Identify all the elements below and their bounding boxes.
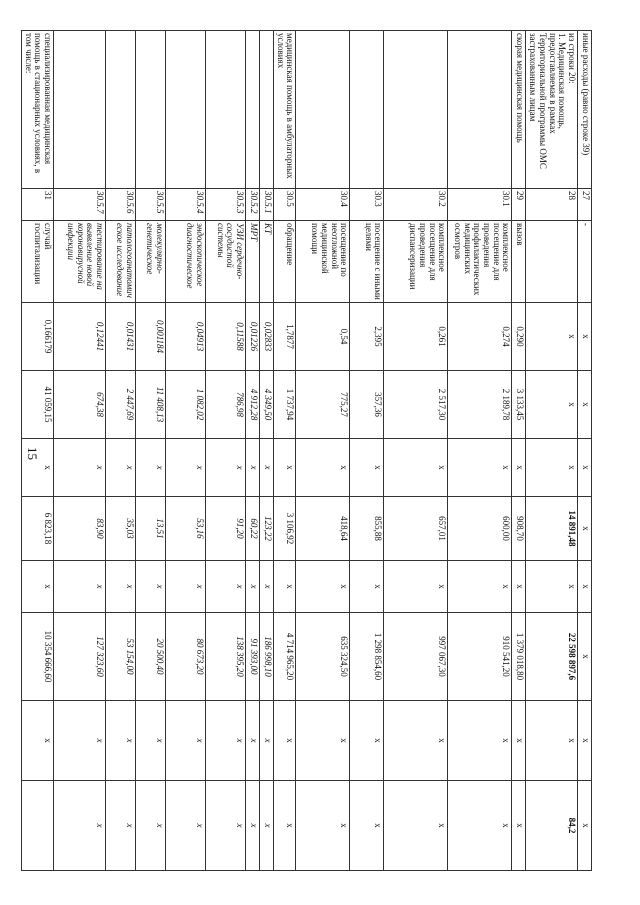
cell-c7: х [512,561,526,613]
cell-unit: молекулярно-генетическое [135,221,165,303]
cell-name: медицинская помощь в амбулаторных условиях [273,31,295,189]
cell-code: 30.5.7 [53,189,105,221]
cell-name: скорая медицинская помощь [512,31,526,189]
cell-code: 29 [512,189,526,221]
cell-unit: обращение [273,221,295,303]
cell-c10: х [259,781,273,871]
cell-cost: 11 408,13 [135,371,165,439]
cell-unit: МРТ [245,221,259,303]
cell-code: 30.2 [384,189,448,221]
cell-c6: 600,00 [448,497,512,561]
cell-c10: х [53,781,105,871]
cell-name [448,31,512,189]
cell-c5: х [105,439,135,497]
table-row [165,31,205,871]
cell-unit: эндоскопическое диагностическое [165,221,205,303]
cell-c9: х [105,701,135,781]
rotated-table-wrapper [23,30,592,870]
cell-c6: 123,22 [259,497,273,561]
cell-c5: х [296,439,350,497]
table-row [578,31,592,871]
cell-c7: х [53,561,105,613]
cell-c5: х [273,439,295,497]
cell-c6: 83,90 [53,497,105,561]
cell-c5: х [350,439,384,497]
cell-c10: х [105,781,135,871]
cell-c10: х [448,781,512,871]
table-row [448,31,512,871]
cell-volume: х [578,303,592,371]
cell-c7: х [21,561,53,613]
cell-cost: х [526,371,578,439]
cell-code: 30.3 [350,189,384,221]
cell-c8: 53 154,00 [105,613,135,701]
cell-cost: 2 517,30 [384,371,448,439]
cell-c7: х [135,561,165,613]
cell-c10: х [384,781,448,871]
cell-name: специализированная медицинская помощь в стационарных условиях, в том числе: [21,31,53,189]
cell-unit: посещение с иными целями [350,221,384,303]
cell-c6: 60,22 [245,497,259,561]
cell-c6: 53,16 [165,497,205,561]
cell-name [205,31,245,189]
financing-table [21,30,592,871]
cell-c8: 10 354 666,60 [21,613,53,701]
cell-c8: 1 379 018,80 [512,613,526,701]
cell-c9: х [512,701,526,781]
cell-unit: комплексное посещение для проведения профилактических медицинских осмотров [448,221,512,303]
cell-unit [526,221,578,303]
cell-c8: 22 598 897,6 [526,613,578,701]
cell-c8: 20 500,40 [135,613,165,701]
cell-volume: 0,01226 [245,303,259,371]
cell-c5: х [245,439,259,497]
cell-c5: х [578,439,592,497]
cell-name: иные расходы (равно строке 39) [578,31,592,189]
cell-c10: х [135,781,165,871]
cell-volume: 0,261 [384,303,448,371]
cell-cost: 357,36 [350,371,384,439]
cell-name [350,31,384,189]
cell-cost: 775,27 [296,371,350,439]
cell-c9: х [296,701,350,781]
cell-code: 30.5.3 [205,189,245,221]
cell-name [105,31,135,189]
cell-volume: 0,001184 [135,303,165,371]
cell-cost: 674,38 [53,371,105,439]
cell-cost: 4 912,28 [245,371,259,439]
cell-unit: комплексное посещение для проведения диспансеризации [384,221,448,303]
cell-c7: х [384,561,448,613]
table-row [273,31,295,871]
cell-c5: х [205,439,245,497]
cell-cost: 4 349,50 [259,371,273,439]
cell-c9: х [53,701,105,781]
cell-volume: 2,395 [350,303,384,371]
cell-code: 30.4 [296,189,350,221]
cell-c8: 635 324,50 [296,613,350,701]
cell-c5: х [526,439,578,497]
cell-cost: 1 737,94 [273,371,295,439]
cell-c8: 80 673,20 [165,613,205,701]
cell-volume: 0,01431 [105,303,135,371]
cell-c8: 138 395,20 [205,613,245,701]
cell-volume: 0,02833 [259,303,273,371]
cell-code: 31 [21,189,53,221]
cell-cost: 2 189,78 [448,371,512,439]
cell-c10: х [205,781,245,871]
cell-c9: х [135,701,165,781]
table-row [245,31,259,871]
cell-c6: 3 106,92 [273,497,295,561]
cell-volume: х [526,303,578,371]
cell-c9: х [526,701,578,781]
cell-c9: х [448,701,512,781]
cell-c5: х [512,439,526,497]
cell-code: 28 [526,189,578,221]
cell-c9: х [273,701,295,781]
cell-c7: х [296,561,350,613]
cell-name [245,31,259,189]
cell-volume: 0,04913 [165,303,205,371]
cell-code: 30.5.5 [135,189,165,221]
cell-unit: вызов [512,221,526,303]
cell-c9: х [205,701,245,781]
cell-c10: х [165,781,205,871]
cell-c5: х [448,439,512,497]
cell-c10: х [578,781,592,871]
cell-c6: х [578,497,592,561]
cell-unit: - [578,221,592,303]
table-row [512,31,526,871]
table-row [259,31,273,871]
cell-c10: х [350,781,384,871]
cell-c10: х [512,781,526,871]
cell-code: 30.5.6 [105,189,135,221]
cell-c9: х [21,701,53,781]
cell-c8: х [578,613,592,701]
cell-c5: х [384,439,448,497]
cell-c6: 418,64 [296,497,350,561]
cell-c9: х [350,701,384,781]
cell-unit: случай госпитализации [21,221,53,303]
cell-c6: 35,03 [105,497,135,561]
cell-c8: 91 393,00 [245,613,259,701]
cell-code: 30.1 [448,189,512,221]
cell-code: 30.5 [273,189,295,221]
cell-c7: х [526,561,578,613]
cell-code: 30.5.4 [165,189,205,221]
cell-c10: х [245,781,259,871]
cell-name [296,31,350,189]
cell-c10 [21,781,53,871]
cell-c7: х [448,561,512,613]
cell-c7: х [578,561,592,613]
cell-c10: х [296,781,350,871]
cell-c6: 91,20 [205,497,245,561]
cell-cost: 41 059,15 [21,371,53,439]
cell-c9: х [578,701,592,781]
cell-volume: 0,290 [512,303,526,371]
cell-volume: 0,11588 [205,303,245,371]
table-row [526,31,578,871]
cell-c8: 127 323,60 [53,613,105,701]
table-row [135,31,165,871]
cell-c5: х [165,439,205,497]
cell-code: 30.5.1 [259,189,273,221]
table-row [21,31,53,871]
cell-c7: х [259,561,273,613]
cell-c5: х [135,439,165,497]
cell-unit: посещение по неотложной медицинской помощи [296,221,350,303]
cell-c8: 1 298 854,60 [350,613,384,701]
cell-unit: КТ [259,221,273,303]
cell-volume: 0,12441 [53,303,105,371]
cell-c8: 910 541,20 [448,613,512,701]
cell-volume: 1,7877 [273,303,295,371]
cell-c6: 6 823,18 [21,497,53,561]
cell-volume: 0,166179 [21,303,53,371]
cell-c6: 657,01 [384,497,448,561]
cell-c7: х [350,561,384,613]
cell-c6: 855,88 [350,497,384,561]
cell-cost: х [578,371,592,439]
cell-c5: х [53,439,105,497]
cell-c9: х [259,701,273,781]
cell-c10: х [273,781,295,871]
cell-c7: х [245,561,259,613]
cell-c7: х [273,561,295,613]
cell-c10: 84,2 [526,781,578,871]
cell-volume: 0,274 [448,303,512,371]
cell-unit: патологоанатомическое исследование [105,221,135,303]
page-number: 15 [25,447,40,460]
cell-c5: х [21,439,53,497]
table-row [53,31,105,871]
cell-name [165,31,205,189]
table-body [21,31,591,871]
cell-unit: тестирование на выявление новой коронавирусной инфекции [53,221,105,303]
cell-cost: 2 447,69 [105,371,135,439]
cell-name [135,31,165,189]
cell-c9: х [165,701,205,781]
cell-c6: 13,51 [135,497,165,561]
table-row [105,31,135,871]
table-row [205,31,245,871]
cell-code: 27 [578,189,592,221]
cell-name [53,31,105,189]
cell-cost: 3 133,45 [512,371,526,439]
table-row [350,31,384,871]
cell-c8: 997 067,30 [384,613,448,701]
cell-name [384,31,448,189]
cell-c6: 908,70 [512,497,526,561]
cell-c7: х [105,561,135,613]
cell-c7: х [205,561,245,613]
cell-code: 30.5.2 [245,189,259,221]
cell-c9: х [384,701,448,781]
cell-c5: х [259,439,273,497]
cell-c8: 4 714 965,20 [273,613,295,701]
cell-c6: 14 891,48 [526,497,578,561]
cell-unit: УЗИ сердечно-сосудистой системы [205,221,245,303]
cell-cost: 1 082,02 [165,371,205,439]
table-row [296,31,350,871]
cell-name: из строки 20: 1. Медицинская помощь, предоставляемая в рамках Территориальной программы ОМС застрахованным лицам [526,31,578,189]
cell-volume: 0,54 [296,303,350,371]
cell-c7: х [165,561,205,613]
cell-c8: 186 998,10 [259,613,273,701]
cell-name [259,31,273,189]
cell-c9: х [245,701,259,781]
cell-cost: 786,98 [205,371,245,439]
table-row [384,31,448,871]
